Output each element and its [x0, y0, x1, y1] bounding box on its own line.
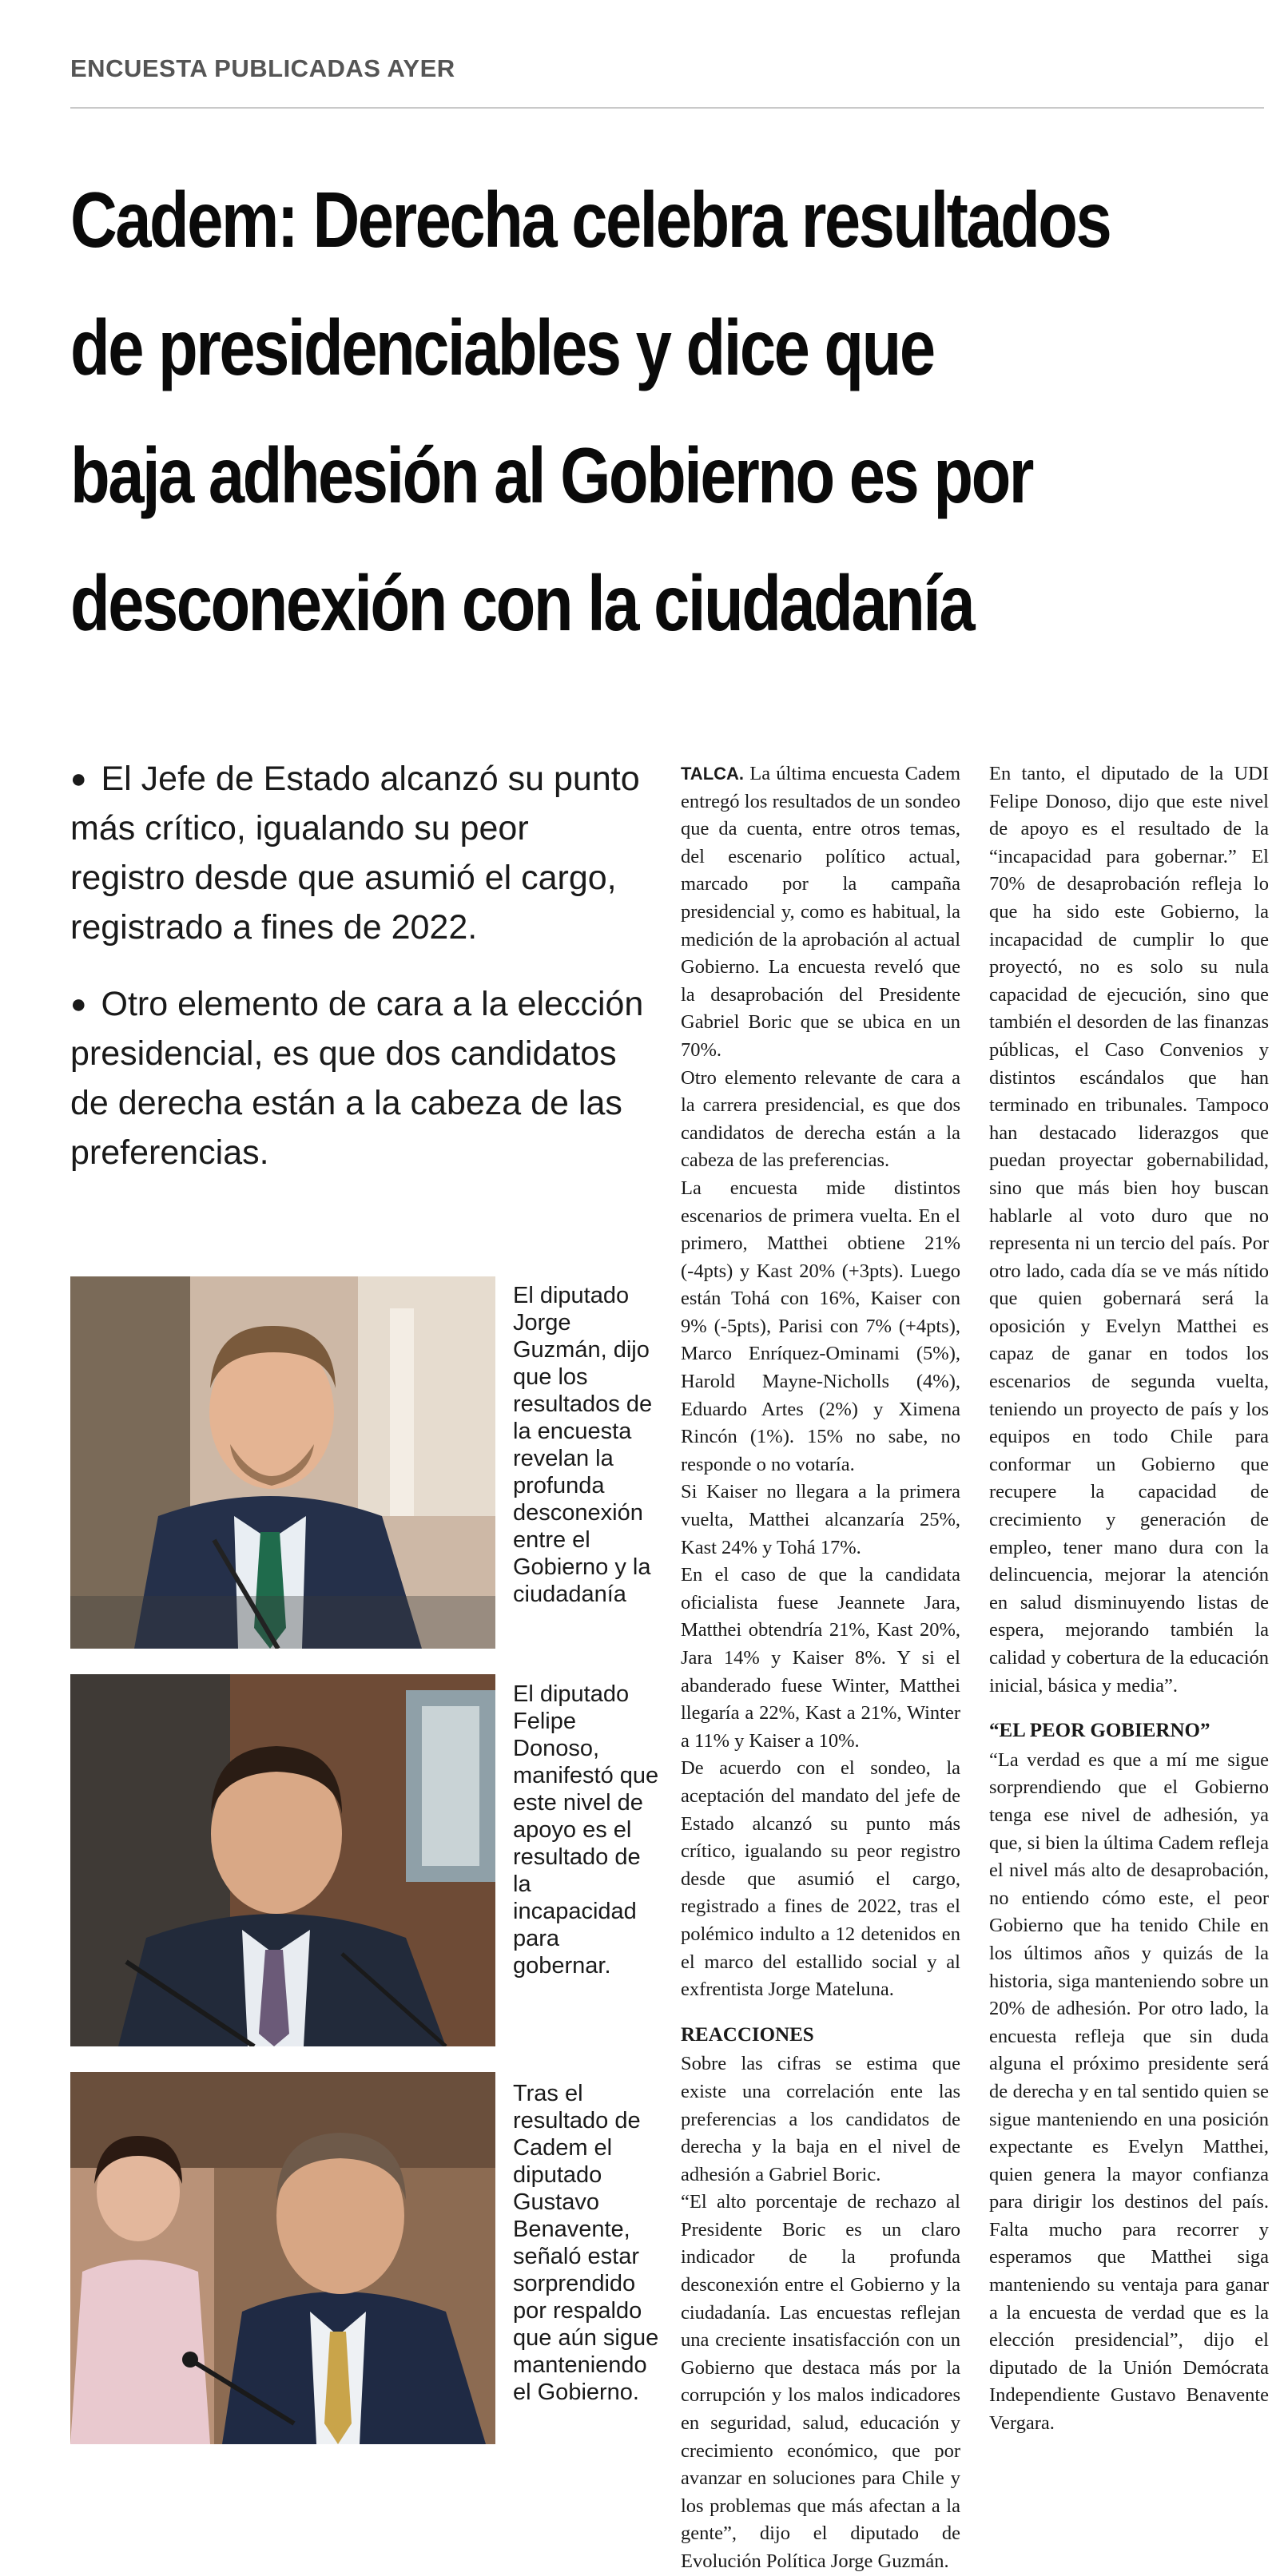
- dateline: TALCA.: [681, 764, 745, 784]
- portrait-photo-icon: [70, 1276, 495, 1649]
- article-paragraph: En tanto, el diputado de la UDI Felipe Donoso, dijo que este nivel de apoyo es el resultado de la “incapacidad para gobernar.” El 70% de desaprobación refleja lo que ha sido este Gobierno, la incapacidad de cumplir lo que proyectó, no es solo su nula capacidad de ejecución, sino que también el desorden de las finanzas públicas, el Caso Convenios y distintos escándalos que han terminado en tribunales. Tampoco han destacado liderazgos que puedan proyectar gobernabilidad, sino que más bien hoy buscan hablarle al voto duro que no representa ni un tercio del país. Por otro lado, cada día se ve más nítido que quien gobernará será la oposición y Evelyn Matthei es capaz de ganar en todos los escenarios de segunda vuelta, teniendo un proyecto de país y los equipos en todo Chile para conformar un Gobierno que recupere la capacidad de crecimiento y generación de empleo, tener mano dura con la delincuencia, mejorar la atención en salud disminuyendo listas de espera, mejorando también la calidad y cobertura de la educación inicial, básica y media”.: [989, 763, 1269, 1697]
- photo-caption: El diputado Felipe Donoso, manifestó que este nivel de apoyo es el resultado de la incapacidad para gobernar.: [513, 1681, 659, 1979]
- portrait-photo-icon: [70, 2072, 495, 2444]
- article-paragraph: La encuesta mide distintos escenarios de primera vuelta. En el primero, Matthei obtiene 21% (-4pts) y Kast 20% (+3pts). Luego están Tohá con 16%, Kaiser con 9% (-5pts), Parisi con 7% (+4pts), Marco Enríquez-Ominami (5%), Harold Mayne-Nicholls (4%), Eduardo Artes (2%) y Ximena Rincón (1%). 15% no sabe, no responde o no votaría.: [681, 1177, 960, 1475]
- section-label: ENCUESTA PUBLICADAS AYER: [70, 54, 455, 82]
- summary-bullet: [70, 754, 646, 952]
- article-column-1: [681, 760, 960, 2576]
- portrait-photo-icon: [70, 1674, 495, 2046]
- headline-line: de presidenciables y dice que: [70, 304, 934, 391]
- header-divider: [70, 107, 1264, 109]
- photo-gustavo-benavente: [70, 2072, 495, 2444]
- article-paragraph: En el caso de que la candidata oficialista fuese Jeannete Jara, Matthei obtendría 21%, Kast 20%, Jara 14% y Kaiser 8%. Y si el abanderado fuese Winter, Matthei llegaría a 22%, Kast a 21%, Winter a 11% y Kaiser a 10%.: [681, 1564, 960, 1752]
- paragraph-text: La última encuesta Cadem entregó los resultados de un sondeo que da cuenta, entre otros temas, del escenario político actual, marcado por la campaña presidencial y, como es habitual, la medición de la aprobación al actual Gobierno. La encuesta reveló que la desaprobación del Presidente Gabriel Boric que se ubica en un 70%.: [681, 763, 960, 1061]
- article-paragraph: Si Kaiser no llegara a la primera vuelta, Matthei alcanzaría 25%, Kast 24% y Tohá 17%.: [681, 1481, 960, 1558]
- summary-bullet: [70, 979, 646, 1177]
- article-paragraph: [681, 760, 960, 1065]
- headline: [70, 156, 1111, 667]
- photo-jorge-guzman: [70, 1276, 495, 1649]
- summary-bullets: [70, 754, 646, 1205]
- headline-line: baja adhesión al Gobierno es por: [70, 431, 1032, 519]
- bullet-icon: ●: [70, 764, 87, 794]
- bullet-icon: ●: [70, 989, 87, 1019]
- article-paragraph: Otro elemento relevante de cara a la carrera presidencial, es que dos candidatos de derecha están a la cabeza de las preferencias.: [681, 1066, 960, 1172]
- photo-caption: Tras el resultado de Cadem el diputado Gustavo Benavente, señaló estar sorprendido por respaldo que aún sigue manteniendo el Gobierno.: [513, 2081, 659, 2405]
- headline-line: Cadem: Derecha celebra resultados: [70, 176, 1111, 264]
- subheading-peor-gobierno: “EL PEOR GOBIERNO”: [989, 1720, 1210, 1742]
- article-column-2: [989, 760, 1269, 2438]
- article-paragraph: De acuerdo con el sondeo, la aceptación del mandato del jefe de Estado alcanzó su punto más crítico, igualando su peor registro desde que asumió el cargo, registrado a fines de 2022, tras el polémico indulto a 12 detenidos en el marco del estallido social y al exfrentista Jorge Mateluna.: [681, 1757, 960, 2001]
- bullet-text: Otro elemento de cara a la elección presidencial, es que dos candidatos de derecha están a la cabeza de las preferencias.: [70, 985, 644, 1172]
- bullet-text: El Jefe de Estado alcanzó su punto más crítico, igualando su peor registro desde que asumió el cargo, registrado a fines de 2022.: [70, 760, 640, 947]
- article-paragraph: “El alto porcentaje de rechazo al Presidente Boric es un claro indicador de la profunda desconexión entre el Gobierno y la ciudadanía. Las encuestas reflejan una creciente insatisfacción con un Gobierno que destaca más por la corrupción y los malos indicadores en seguridad, salud, educación y crecimiento económico, que por avanzar en soluciones para Chile y los problemas que más afectan a la gente”, dijo el diputado de Evolución Política Jorge Guzmán.: [681, 2191, 960, 2572]
- photo-caption: El diputado Jorge Guzmán, dijo que los resultados de la encuesta revelan la profunda desconexión entre el Gobierno y la ciudadanía: [513, 1283, 653, 1607]
- headline-line: desconexión con la ciudadanía: [70, 559, 974, 647]
- subheading-reacciones: REACCIONES: [681, 2023, 814, 2046]
- article-paragraph: Sobre las cifras se estima que existe una correlación ente las preferencias a los candidatos de derecha y la baja en el nivel de adhesión a Gabriel Boric.: [681, 2053, 960, 2185]
- photo-felipe-donoso: [70, 1674, 495, 2046]
- article-paragraph: “La verdad es que a mí me sigue sorprendiendo que el Gobierno tenga ese nivel de adhesión, ya que, si bien la última Cadem refleja el nivel más alto de desaprobación, no entiendo cómo este, el peor Gobierno que ha tenido Chile en los últimos años y quizás de la historia, siga manteniendo sobre un 20% de adhesión. Por otro lado, la encuesta refleja que sin duda alguna el próximo presidente será de derecha y en tal sentido quien se sigue manteniendo en una posición expectante es Evelyn Matthei, quien genera la mayor confianza para dirigir los destinos del país. Falta mucho para recorrer y esperamos que Matthei siga manteniendo su ventaja para ganar a la encuesta de verdad que es la elección presidencial”, dijo el diputado de la Unión Demócrata Independiente Gustavo Benavente Vergara.: [989, 1748, 1269, 2435]
